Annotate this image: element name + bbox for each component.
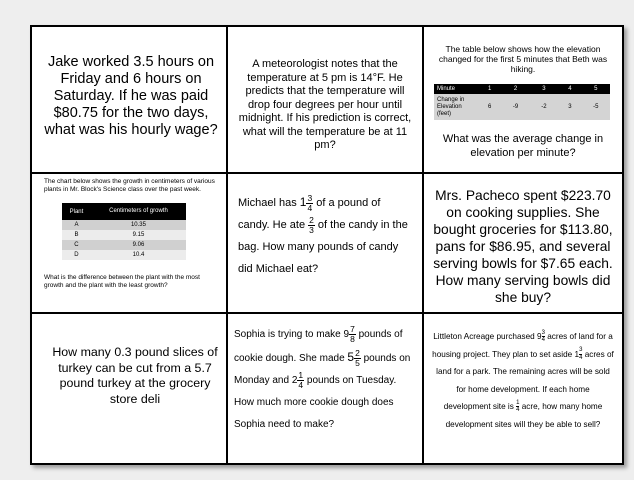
table-header-cell: 4: [568, 86, 572, 92]
card-text: Littleton Acreage purchased 9 $\frac{3}{4}$ acres of land for a housing project. They plan to set aside 1 $\frac{3}{4}$ acres of land for a park. The remaining acres will be sold for home development. If each home development site is $\frac{1}{4}$ acre, how many home development sites will they be able to sell?: [432, 329, 614, 429]
worksheet-page: [30, 25, 624, 465]
card-question: What is the difference between the plant with the most growth and the plant with the least growth?: [44, 274, 200, 289]
table-cell: D: [74, 252, 79, 258]
table-cell: -2: [541, 104, 547, 110]
card-plant-growth: [32, 174, 228, 314]
card-hourly-wage: [32, 27, 228, 174]
elevation-table: [434, 84, 610, 120]
table-cell: 9.06: [132, 242, 145, 248]
task-card-grid: [30, 25, 624, 465]
table-cell: 9.15: [132, 232, 145, 238]
card-text: Jake worked 3.5 hours on Friday and 6 hours on Saturday. If he was paid $80.75 for the two days, what was his hourly wage?: [44, 54, 218, 138]
card-text: Sophia is trying to make 9 $\frac{7}{8}$ pounds of cookie dough. She made 5 $\frac{2}{5}$ pounds on Monday and 2 $\frac{1}{4}$ pounds on Tuesday. How much more cookie dough does Sophia need to make?: [234, 323, 411, 430]
table-cell: 10.4: [132, 252, 145, 258]
card-serving-bowls: [424, 174, 622, 314]
card-text: A meteorologist notes that the temperature at 5 pm is 14°F. He predicts that the temperature will drop four degrees per hour until midnight. If his prediction is correct, what will the temperature be at 11 pm?: [238, 58, 412, 151]
table-cell: A: [74, 222, 79, 228]
table-cell: B: [74, 232, 79, 238]
card-text: Michael has 1 $\frac{3}{4}$ of a pound of candy. He ate $\frac{2}{3}$ of the candy in the bag. How many pounds of candy did Michael eat?: [238, 192, 408, 275]
table-header-cell: 1: [488, 86, 492, 92]
card-elevation: [424, 27, 622, 174]
table-row-label: Change in Elevation (feet): [437, 96, 465, 117]
plant-growth-table: [62, 203, 186, 260]
table-cell: C: [74, 242, 79, 248]
card-cookie-dough: [228, 314, 424, 463]
table-header-cell: Centimeters of growth: [109, 208, 168, 215]
table-header-cell: 3: [542, 86, 546, 92]
table-cell: -5: [593, 104, 599, 110]
table-header-cell: 5: [594, 86, 598, 92]
table-cell: 3: [568, 104, 572, 110]
table-header-cell: 2: [513, 86, 518, 92]
card-text: Mrs. Pacheco spent $223.70 on cooking supplies. She bought groceries for $113.80, pans for $86.95, and several serving bowls for $7.65 each. How many serving bowls did she buy?: [433, 188, 613, 305]
table-header-cell: Plant: [69, 208, 84, 215]
card-text: How many 0.3 pound slices of turkey can be cut from a 5.7 pound turkey at the grocery store deli: [52, 345, 218, 406]
card-intro: The chart below shows the growth in centimeters of various plants in Mr. Block's Science class over the past week.: [44, 178, 215, 193]
card-turkey: [32, 314, 228, 463]
card-question: What was the average change in elevation per minute?: [442, 133, 604, 159]
card-acreage: [424, 314, 622, 463]
table-header-cell: Minute: [437, 86, 456, 92]
table-cell: -9: [512, 104, 519, 110]
table-cell: 6: [488, 104, 492, 110]
card-candy: [228, 174, 424, 314]
card-temperature: [228, 27, 424, 174]
card-intro: The table below shows how the elevation changed for the first 5 minutes that Beth was hiking.: [438, 44, 608, 74]
table-cell: 10.35: [130, 222, 146, 228]
